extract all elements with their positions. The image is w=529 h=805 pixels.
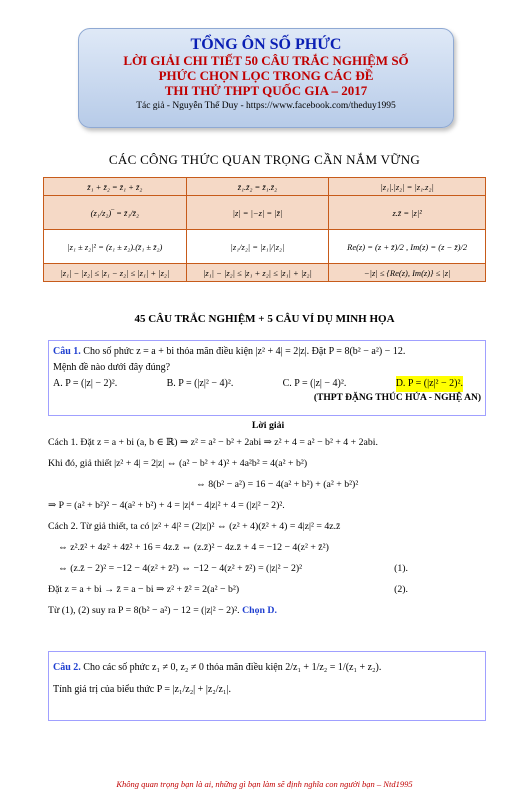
question-2-prompt: Tính giá trị của biểu thức P = |z₁/z₂| + |z₂/z₁|. <box>53 684 231 695</box>
formula-row <box>44 230 486 264</box>
solution-conclusion: Từ (1), (2) suy ra P = 8(b² − a²) − 12 = (|z|² − 2)². <box>48 605 243 616</box>
equation-number: (1). <box>394 563 408 574</box>
formula-cell: z.z̄ = |z|² <box>329 196 486 230</box>
solution-line <box>48 579 488 600</box>
formula-cell: −|z| ≤ {Re(z), Im(z)} ≤ |z| <box>329 264 486 282</box>
formula-row <box>44 264 486 282</box>
banner-line-1: LỜI GIẢI CHI TIẾT 50 CÂU TRẮC NGHIỆM SỐ <box>123 53 409 68</box>
formula-cell: z̄₁ + z̄₂ = z̄₁ + z̄₂ <box>44 178 187 196</box>
formula-cell: |z₁ ± z₂|² = (z₁ ± z₂).(z̄₁ ± z̄₂) <box>44 230 187 264</box>
formula-cell: z̄₁.z̄₂ = z̄₁.z̄₂ <box>186 178 329 196</box>
solution-line <box>48 600 488 621</box>
solution-equation: ⇔ (z.z̄ − 2)² = −12 − 4(z² + z̄²) ⇔ −12 − 4(z² + z̄²) = (|z|² − 2)² <box>58 563 303 574</box>
solution-line: ⇔ 8(b² − a²) = 16 − 4(a² + b²) + (a² + b²)² <box>196 479 359 490</box>
banner-line-2: PHỨC CHỌN LỌC TRONG CÁC ĐỀ <box>158 68 374 83</box>
solution-line: ⇔ z².z̄² + 4z² + 4z̄² + 16 = 4z.z̄ ⇔ (z.z̄)² − 4z.z̄ + 4 = −12 − 4(z² + z̄²) <box>58 542 329 553</box>
option-c: C. P = (|z| − 4)². <box>282 378 347 389</box>
formulas-heading: CÁC CÔNG THỨC QUAN TRỌNG CẦN NẮM VỮNG <box>108 152 421 167</box>
footer-quote: Không quan trọng bạn là ai, những gì bạn làm sẽ định nghĩa con người bạn – Ntd1995 <box>116 779 413 789</box>
banner-line-3: THI THỬ THPT QUỐC GIA – 2017 <box>164 83 368 98</box>
solution-title: Lời giải <box>251 420 285 431</box>
solution-line: ⇒ P = (a² + b²)² − 4(a² + b²) + 4 = |z|⁴ − 4|z|² + 4 = (|z|² − 2)². <box>48 500 285 511</box>
solution-equation: Đặt z = a + bi → z̄ = a − bi ⇒ z² + z̄² = 2(a² − b²) <box>48 584 240 595</box>
banner-author: Tác giả - Nguyễn Thế Duy - https://www.facebook.com/theduy1995 <box>136 101 396 111</box>
question-1-text: Cho số phức z = a + bi thỏa mãn điều kiện |z² + 4| = 2|z|. Đặt P = 8(b² − a²) − 12. <box>83 346 406 357</box>
banner-title: TỔNG ÔN SỐ PHỨC <box>190 36 342 53</box>
solution-line: Cách 2. Từ giả thiết, ta có |z² + 4|² = (2|z|)² ⇔ (z² + 4)(z̄² + 4) = 4|z|² = 4z.z̄ <box>48 521 341 532</box>
option-b: B. P = (|z|² − 4)². <box>166 378 234 389</box>
formula-cell: (z₁/z₂)‾ = z̄₁/z̄₂ <box>44 196 187 230</box>
question-2-label: Câu 2. <box>53 662 81 673</box>
formula-cell: |z₁| − |z₂| ≤ |z₁ − z₂| ≤ |z₁| + |z₂| <box>44 264 187 282</box>
formula-table <box>43 177 486 282</box>
question-1-box <box>48 340 486 416</box>
equation-number: (2). <box>394 584 408 595</box>
option-d-highlighted: D. P = (|z|² − 2)². <box>396 376 463 392</box>
question-1-prompt: Mệnh đề nào dưới đây đúng? <box>53 362 171 373</box>
option-a: A. P = (|z| − 2)². <box>53 378 118 389</box>
formula-cell: |z| = |−z| = |z̄| <box>186 196 329 230</box>
solution-block <box>48 420 488 621</box>
formula-cell: |z₁|.|z₂| = |z₁.z₂| <box>329 178 486 196</box>
title-banner <box>78 28 454 128</box>
question-2-text: Cho các số phức z₁ ≠ 0, z₂ ≠ 0 thỏa mãn điều kiện 2/z₁ + 1/z₂ = 1/(z₁ + z₂). <box>83 662 382 673</box>
solution-line: Cách 1. Đặt z = a + bi (a, b ∈ ℝ) ⇒ z² = a² − b² + 2abi ⇒ z² + 4 = a² − b² + 4 + 2abi. <box>48 437 378 448</box>
formula-cell: |z₁| − |z₂| ≤ |z₁ + z₂| ≤ |z₁| + |z₂| <box>186 264 329 282</box>
solution-line <box>48 558 488 579</box>
question-2-box <box>48 651 486 721</box>
formula-cell: |z₁/z₂| = |z₁|/|z₂| <box>186 230 329 264</box>
formula-cell: Re(z) = (z + z̄)/2 , Im(z) = (z − z̄)/2 <box>329 230 486 264</box>
section-heading: 45 CÂU TRẮC NGHIỆM + 5 CÂU VÍ DỤ MINH HỌA <box>134 313 395 325</box>
question-1-source: (THPT ĐẶNG THÚC HỨA - NGHỆ AN) <box>313 393 481 403</box>
answer-choice: Chọn D. <box>242 605 277 616</box>
formula-row <box>44 196 486 230</box>
formula-row <box>44 178 486 196</box>
solution-line: Khi đó, giả thiết |z² + 4| = 2|z| ⇔ (a² − b² + 4)² + 4a²b² = 4(a² + b²) <box>48 458 308 469</box>
question-1-label: Câu 1. <box>53 346 81 357</box>
